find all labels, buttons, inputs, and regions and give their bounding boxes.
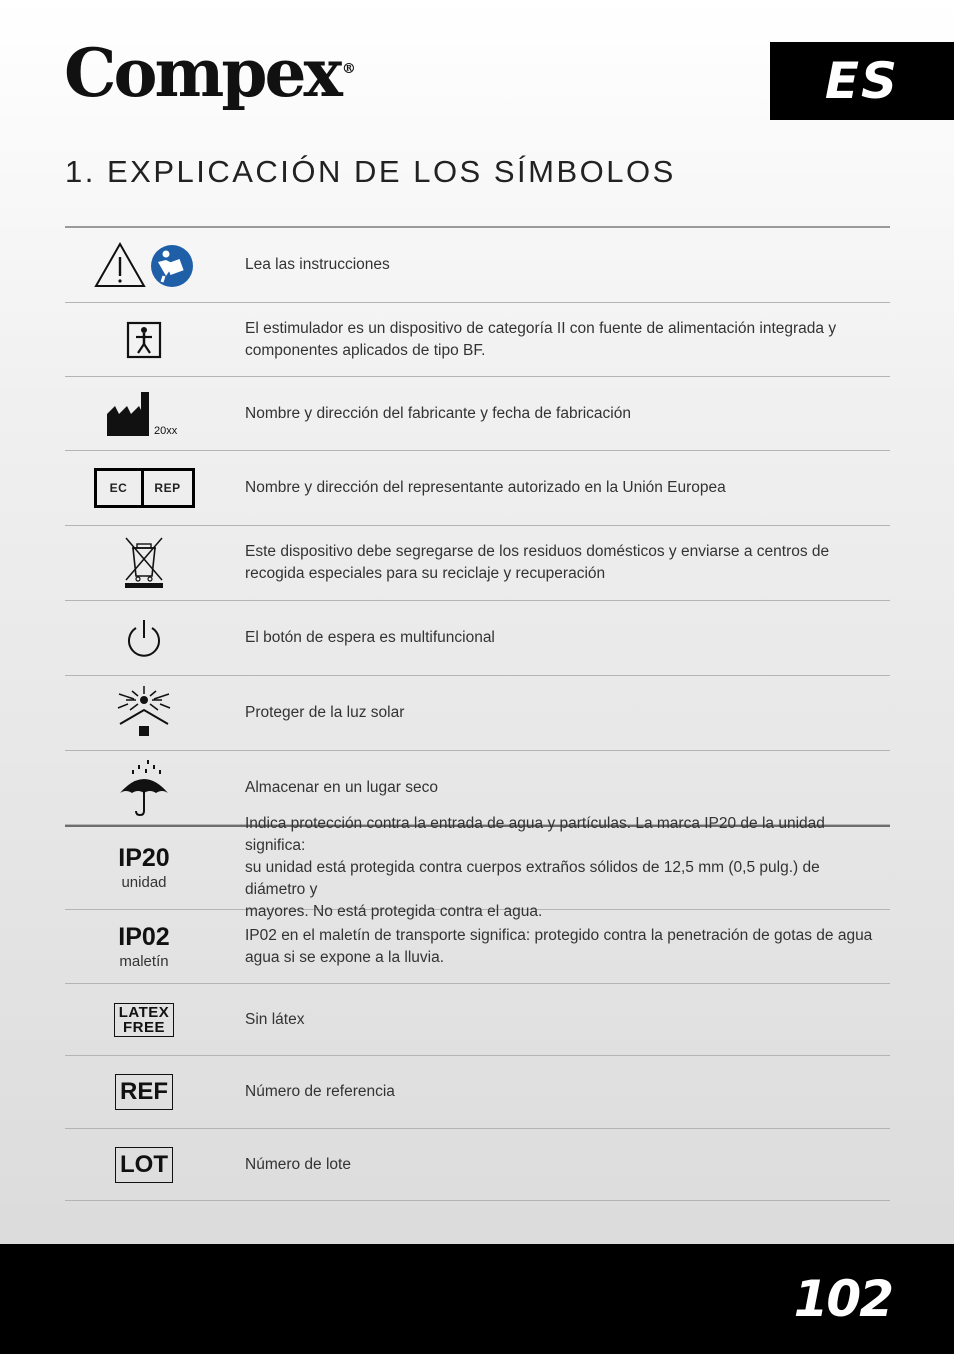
manufacture-date-label: 20xx xyxy=(154,424,178,437)
symbol-description xyxy=(223,813,890,923)
ip02-label xyxy=(65,922,223,970)
page-footer xyxy=(0,1244,954,1354)
description-line: Indica protección contra la entrada de agua y partículas. La marca IP20 de la unidad significa: xyxy=(245,815,825,854)
ip-subtitle: unidad xyxy=(121,874,167,891)
type-bf-applied-part-icon xyxy=(65,321,223,359)
compex-logo xyxy=(64,34,356,112)
power-standby-icon xyxy=(65,618,223,658)
latex-text: LATEX xyxy=(118,1003,170,1021)
table-row xyxy=(65,451,890,526)
table-row xyxy=(65,1129,890,1201)
symbol-description: Nombre y dirección del fabricante y fecha de fabricación xyxy=(245,404,631,422)
symbol-description: Lea las instrucciones xyxy=(245,256,390,273)
table-row xyxy=(65,815,890,920)
keep-away-sunlight-icon xyxy=(65,686,223,740)
symbol-description: Nombre y dirección del representante autorizado en la Unión Europea xyxy=(245,479,726,496)
ref-label xyxy=(65,1074,223,1110)
warning-read-instructions-icon xyxy=(65,242,223,288)
free-text: FREE xyxy=(122,1018,165,1036)
symbol-description: IP02 en el maletín de transporte significa: protegido contra la penetración de gotas de agua agua si se expone a la lluvia. xyxy=(245,926,873,966)
ref-code: REF xyxy=(115,1074,173,1110)
language-tab xyxy=(770,42,954,120)
symbol-description: El estimulador es un dispositivo de categoría II con fuente de alimentación integrada y componentes aplicados de tipo BF. xyxy=(245,319,837,359)
table-row xyxy=(65,676,890,751)
symbol-description: Este dispositivo debe segregarse de los residuos domésticos y enviarse a centros de recogida especiales para su reciclaje y recuperación xyxy=(245,543,830,582)
symbol-description: Número de lote xyxy=(245,1155,351,1173)
lot-code: LOT xyxy=(115,1147,173,1183)
symbol-description: El botón de espera es multifuncional xyxy=(245,629,495,646)
registered-mark: ® xyxy=(341,61,356,77)
ip-subtitle: maletín xyxy=(119,952,169,970)
ip20-label xyxy=(65,846,223,890)
symbol-description: Proteger de la luz solar xyxy=(245,704,405,721)
symbols-table xyxy=(65,226,890,1201)
section-title: 1. EXPLICACIÓN DE LOS SÍMBOLOS xyxy=(65,154,676,189)
table-row xyxy=(65,228,890,303)
table-row xyxy=(65,601,890,676)
table-row xyxy=(65,984,890,1056)
description-line: mayores. No está protegida contra el agua. xyxy=(245,903,543,920)
weee-bin-icon xyxy=(65,536,223,590)
ip-code: IP20 xyxy=(118,844,170,872)
manufacturer-icon xyxy=(65,390,223,438)
symbol-description: Sin látex xyxy=(245,1010,305,1028)
ec-label: EC xyxy=(97,471,144,505)
ip-code: IP02 xyxy=(118,922,170,951)
table-row xyxy=(65,526,890,601)
latex-free-label xyxy=(65,1003,223,1037)
table-row xyxy=(65,377,890,451)
table-row xyxy=(65,1056,890,1129)
brand-name: Compex xyxy=(64,34,340,112)
ec-rep-icon xyxy=(65,468,223,508)
description-line: su unidad está protegida contra cuerpos extraños sólidos de 12,5 mm (0,5 pulg.) de diámetro y xyxy=(245,859,820,898)
rep-label: REP xyxy=(154,481,181,495)
lot-label xyxy=(65,1147,223,1183)
language-code: ES xyxy=(824,52,900,110)
symbol-description: Almacenar en un lugar seco xyxy=(245,778,439,796)
table-row xyxy=(65,303,890,377)
page-number: 102 xyxy=(793,1270,892,1328)
keep-dry-umbrella-icon xyxy=(65,759,223,817)
symbol-description: Número de referencia xyxy=(245,1083,395,1100)
